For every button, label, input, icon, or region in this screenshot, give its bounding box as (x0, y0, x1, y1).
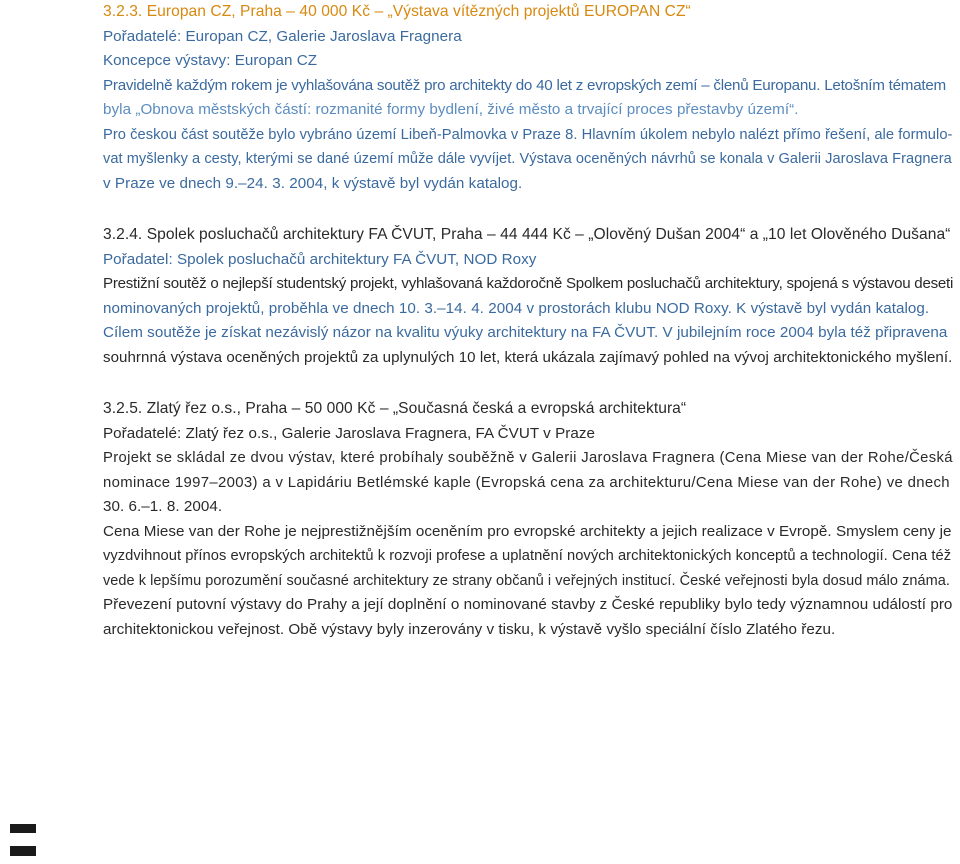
section-3-2-5 (103, 397, 953, 642)
paragraph-line: v Praze ve dnech 9.–24. 3. 2004, k výstavě byl vydán katalog. (103, 174, 523, 192)
paragraph-line: nominace 1997–2003) a v Lapidáriu Betlémské kaple (Evropská cena za architekturu/Cena Miese van der Rohe) ve dnech (103, 474, 950, 491)
section-organizers: Pořadatelé: Zlatý řez o.s., Galerie Jaroslava Fragnera, FA ČVUT v Praze (103, 424, 596, 442)
paragraph-line: Cena Miese van der Rohe je nejprestižnějším oceněním pro evropské architekty a jejich realizace v Evropě. Smyslem ceny je (103, 522, 952, 540)
paragraph-line: vede k lepšímu porozumění současné architektury ze strany občanů i veřejných institucí. České veřejnosti byla dosud málo známa. (103, 572, 950, 589)
paragraph-line: Prestižní soutěž o nejlepší studentský projekt, vyhlašovaná každoročně Spolkem posluchačů architektury, spojená s výstavou deseti (103, 275, 954, 292)
section-organizer: Pořadatel: Spolek posluchačů architektury FA ČVUT, NOD Roxy (103, 250, 537, 268)
paragraph-line: Pravidelně každým rokem je vyhlašována soutěž pro architekty do 40 let z evropských zemí – členů Europanu. Letošním tématem (103, 76, 946, 94)
document-page (103, 0, 953, 642)
paragraph-line: Převezení putovní výstavy do Prahy a její doplnění o nominované stavby z České republiky bylo tedy významnou událostí pro (103, 596, 953, 613)
section-heading: 3.2.4. Spolek posluchačů architektury FA ČVUT, Praha – 44 444 Kč – „Olověný Dušan 2004“ a „10 let Olověného Dušana“ (103, 226, 951, 243)
paragraph-line: Cílem soutěže je získat nezávislý názor na kvalitu výuky architektury na FA ČVUT. V jubilejním roce 2004 byla též připravena (103, 324, 948, 341)
paragraph-line: nominovaných projektů, proběhla ve dnech 10. 3.–14. 4. 2004 v prostorách klubu NOD Roxy. K výstavě byl vydán katalog. (103, 299, 930, 317)
page-marker-bar (10, 824, 36, 833)
paragraph-line: Projekt se skládal ze dvou výstav, které probíhaly souběžně v Galerii Jaroslava Fragnera (Cena Miese van der Rohe/Česká (103, 450, 953, 466)
paragraph-line: souhrnná výstava oceněných projektů za uplynulých 10 let, která ukázala zajímavý pohled na vývoj architektonického myšlení. (103, 348, 953, 366)
paragraph-line: Pro českou část soutěže bylo vybráno území Libeň-Palmovka v Praze 8. Hlavním úkolem nebylo nalézt přímo řešení, ale formulo- (103, 126, 953, 143)
paragraph-line: byla „Obnova městských částí: rozmanité formy bydlení, živé město a trvající proces přestavby území“. (103, 101, 799, 118)
paragraph-line: architektonickou veřejnost. Obě výstavy byly inzerovány v tisku, k výstavě vyšlo speciální číslo Zlatého řezu. (103, 620, 836, 638)
section-heading: 3.2.3. Europan CZ, Praha – 40 000 Kč – „Výstava vítězných projektů EUROPAN CZ“ (103, 3, 691, 20)
section-organizers: Pořadatelé: Europan CZ, Galerie Jaroslava Fragnera (103, 27, 462, 45)
section-3-2-3 (103, 0, 953, 196)
section-heading: 3.2.5. Zlatý řez o.s., Praha – 50 000 Kč – „Současná česká a evropská architektura“ (103, 400, 687, 417)
section-3-2-4 (103, 223, 953, 370)
section-concept: Koncepce výstavy: Europan CZ (103, 52, 318, 69)
paragraph-line: vat myšlenky a cesty, kterými se dané území může dále vyvíjet. Výstava oceněných návrhů se konala v Galerii Jaroslava Fragnera (103, 151, 952, 167)
page-marker-bar (10, 846, 36, 856)
paragraph-line: vyzdvihnout přínos evropských architektů k rozvoji profese a uplatnění nových architektonických konceptů a technologií. Cena též (103, 548, 952, 564)
paragraph-line: 30. 6.–1. 8. 2004. (103, 498, 223, 515)
